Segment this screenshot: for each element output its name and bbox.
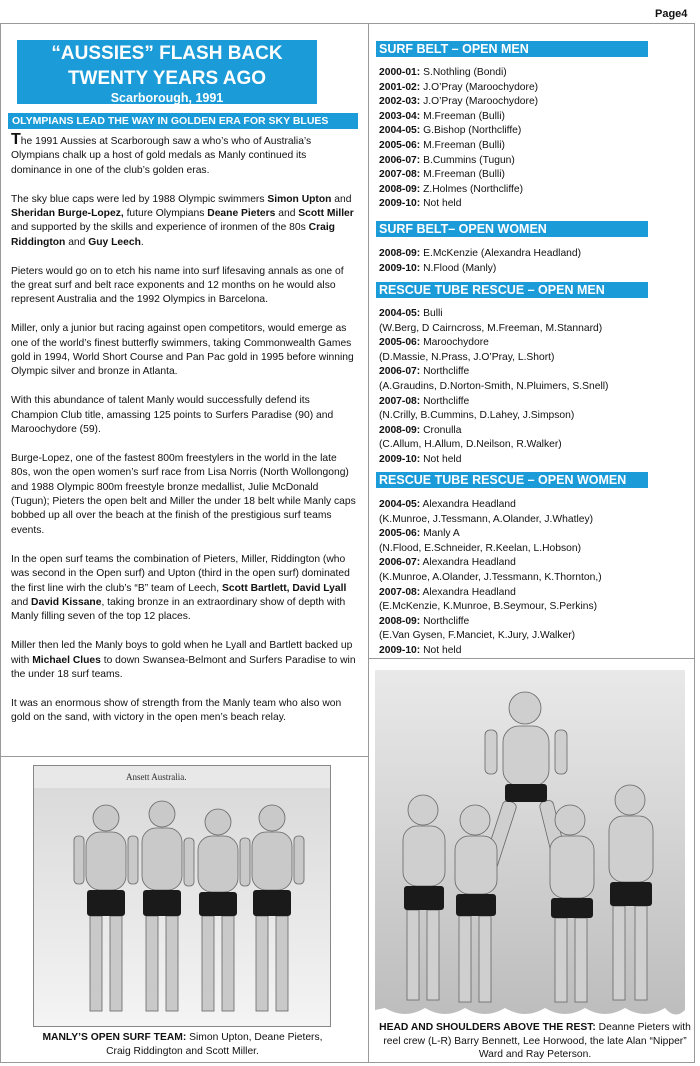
paragraph-1 — [11, 131, 358, 178]
drop-cap: T — [11, 131, 21, 148]
paragraph-6: Burge-Lopez, one of the fastest 800m freestylers in the world in the late 80s, won the open women’s surf race from Lisa Norris (North Wollongong) and 1988 Olympic 800m freestyle bronze medallist, Julie McDonald (Tugun); Pieters the open belt and Miller the under 18 belt while Manly caps bobbed up all over the beach at the finish of the prestigious surf teams events. — [11, 452, 356, 536]
caption-text: Deanne Pieters with reel crew (L-R) Barry Bennett, Lee Horwood, the late Alan “Nipper” Ward and Ray Peterson. — [383, 1022, 691, 1060]
caption-bold: HEAD AND SHOULDERS ABOVE THE REST: — [379, 1022, 596, 1033]
list-item: 2002-03: J.O’Pray (Maroochydore) — [379, 96, 539, 108]
list-item: 2003-04: M.Freeman (Bulli) — [379, 110, 505, 122]
crew-line: (E.McKenzie, K.Munroe, B.Seymour, S.Perkins) — [379, 601, 598, 613]
surf-belt-women-heading: SURF BELT– OPEN WOMEN — [376, 221, 648, 237]
article-body — [11, 131, 358, 740]
p2-text-e: and supported by the skills and experience of ironmen of the 80s — [11, 222, 309, 234]
name-guy-leech: Guy Leech — [88, 236, 141, 248]
list-item: 2008-09: Cronulla — [379, 424, 462, 436]
list-item: 2000-01: S.Nothling (Bondi) — [379, 67, 507, 78]
paragraph-8 — [11, 639, 358, 682]
list-item: 2005-06: Maroochydore — [379, 337, 489, 349]
list-item: 2006-07: B.Cummins (Tugun) — [379, 154, 515, 166]
page-number: Page4 — [655, 8, 688, 20]
surf-team-illustration — [34, 766, 330, 1026]
crew-line: (N.Crilly, B.Cummins, D.Lahey, J.Simpson) — [379, 410, 575, 422]
p2-text-c: future Olympians — [123, 208, 208, 220]
reel-crew-photo — [375, 670, 685, 1020]
name-david-kissane: David Kissane — [31, 596, 102, 608]
left-photo-divider — [0, 756, 368, 757]
paragraph-1-text: he 1991 Aussies at Scarborough saw a who’s who of Australia’s Olympians chalk up a host of gold medals as Manly continued its dominance in one of the club’s golden eras. — [11, 136, 312, 176]
crew-line: (K.Munroe, J.Tessmann, A.Olander, J.Whatley) — [379, 513, 594, 525]
rescue-women-heading: RESCUE TUBE RESCUE – OPEN WOMEN — [376, 472, 648, 488]
name-simon-upton: Simon Upton — [267, 193, 332, 205]
p2-text-f: and — [65, 236, 89, 248]
crew-line: (A.Graudins, D.Norton-Smith, N.Pluimers, S.Snell) — [379, 380, 609, 392]
caption-bold: MANLY’S OPEN SURF TEAM: — [42, 1032, 187, 1043]
surf-team-caption — [30, 1031, 335, 1058]
list-item: 2009-10: Not held — [379, 198, 462, 210]
headline-line-2: TWENTY YEARS AGO — [67, 68, 267, 89]
headline-location: Scarborough, 1991 — [110, 91, 224, 104]
surf-team-photo — [33, 765, 331, 1027]
names-bartlett-lyall: Scott Bartlett, David Lyall — [222, 582, 347, 594]
name-scott-miller: Scott Miller — [298, 208, 354, 220]
crew-line: (D.Massie, N.Prass, J.O’Pray, L.Short) — [379, 351, 555, 363]
rescue-women-list — [379, 498, 679, 659]
list-item: 2009-10: N.Flood (Manly) — [379, 262, 497, 274]
reel-crew-illustration — [375, 670, 685, 1020]
list-item: 2008-09: Northcliffe — [379, 615, 470, 627]
list-item: 2001-02: J.O’Pray (Maroochydore) — [379, 81, 539, 93]
list-item: 2007-08: Northcliffe — [379, 395, 470, 407]
list-item: 2008-09: Z.Holmes (Northcliffe) — [379, 183, 524, 195]
crew-line: (K.Munroe, A.Olander, J.Tessmann, K.Thornton,) — [379, 571, 602, 583]
paragraph-3: Pieters would go on to etch his name into surf lifesaving annals as one of the great surf and belt race exponents and 12 months on he would also represent Australia and the 1992 Olympics in Barcelona. — [11, 265, 344, 306]
p7-text-c: , taking bronze in an extraordinary show of depth with Manly filling seven of the top 12 places. — [11, 596, 346, 623]
p2-text-g: . — [140, 236, 144, 248]
name-sheridan-burge-lopez: Sheridan Burge-Lopez, — [11, 208, 124, 220]
headline-line-1: “AUSSIES” FLASH BACK — [51, 43, 283, 64]
list-item: 2007-08: M.Freeman (Bulli) — [379, 169, 505, 181]
crew-line: (N.Flood, E.Schneider, R.Keelan, L.Hobson) — [379, 542, 582, 554]
caption-text: Simon Upton, Deane Pieters, Craig Riddington and Scott Miller. — [106, 1032, 323, 1057]
p7-text-a: In the open surf teams the combination of Pieters, Miller, Riddington (who was second in the Open surf) and Upton (third in the open surf) dominated the first line wirh the club’s “B” team of Leech, — [11, 553, 350, 594]
crew-line: (W.Berg, D Cairncross, M.Freeman, M.Stannard) — [379, 322, 603, 334]
rescue-men-list — [379, 307, 679, 468]
list-item: 2006-07: Alexandra Headland — [379, 557, 516, 569]
column-divider — [368, 23, 369, 1063]
name-michael-clues: Michael Clues — [32, 654, 101, 666]
crew-line: (E.Van Gysen, F.Manciet, K.Jury, J.Walker) — [379, 630, 576, 642]
reel-crew-caption — [375, 1021, 695, 1062]
list-item: 2009-10: Not held — [379, 453, 462, 465]
list-item: 2005-06: M.Freeman (Bulli) — [379, 139, 505, 151]
list-item: 2008-09: E.McKenzie (Alexandra Headland) — [379, 248, 582, 259]
p7-text-b: and — [11, 596, 32, 608]
paragraph-4: Miller, only a junior but racing against open competitors, would emerge as one of the world’s finest butterfly swimmers, taking Commonwealth Games gold in 1994, World Short Course and Pan Pac gold in 1995 before winning Olympic silver and bronze in Atlanta. — [11, 323, 354, 378]
sponsor-banner-text: Ansett Australia. — [126, 772, 187, 782]
p2-text-b: and — [331, 193, 352, 205]
rescue-men-heading: RESCUE TUBE RESCUE – OPEN MEN — [376, 282, 648, 298]
surf-belt-men-heading: SURF BELT – OPEN MEN — [376, 41, 648, 57]
name-craig-riddington: Craig Riddington — [11, 222, 335, 248]
paragraph-9: It was an enormous show of strength from the Manly team who also won gold on the sand, with victory in the open men’s beach relay. — [11, 697, 342, 724]
paragraph-7 — [11, 553, 358, 625]
p2-text-d: and — [275, 208, 299, 220]
list-item: 2004-05: Alexandra Headland — [379, 499, 516, 510]
p8-text-a: Miller then led the Manly boys to gold when he Lyall and Bartlett backed up with — [11, 640, 353, 666]
list-item: 2009-10: Not held — [379, 644, 462, 656]
paragraph-5: With this abundance of talent Manly would successfully defend its Champion Club title, amassing 125 points to Surfers Paradise (90) and Maroochydore (59). — [11, 395, 334, 436]
surf-belt-women-list — [379, 247, 679, 276]
list-item: 2007-08: Alexandra Headland — [379, 586, 516, 598]
list-item: 2005-06: Manly A — [379, 528, 460, 540]
name-deane-pieters: Deane Pieters — [207, 208, 276, 220]
list-item: 2006-07: Northcliffe — [379, 366, 470, 378]
surf-belt-men-list — [379, 66, 679, 212]
subheading-bar: OLYMPIANS LEAD THE WAY IN GOLDEN ERA FOR SKY BLUES — [8, 113, 358, 129]
paragraph-2 — [11, 193, 358, 251]
list-item: 2004-05: G.Bishop (Northcliffe) — [379, 125, 522, 137]
list-item: 2004-05: Bulli — [379, 308, 443, 319]
crew-line: (C.Allum, H.Allum, D.Neilson, R.Walker) — [379, 439, 562, 451]
p8-text-b: to down Swansea-Belmont and Surfers Paradise to win the under 18 surf teams. — [11, 654, 356, 680]
headline-box — [17, 40, 317, 104]
p2-text-a: The sky blue caps were led by 1988 Olympic swimmers — [11, 193, 268, 205]
